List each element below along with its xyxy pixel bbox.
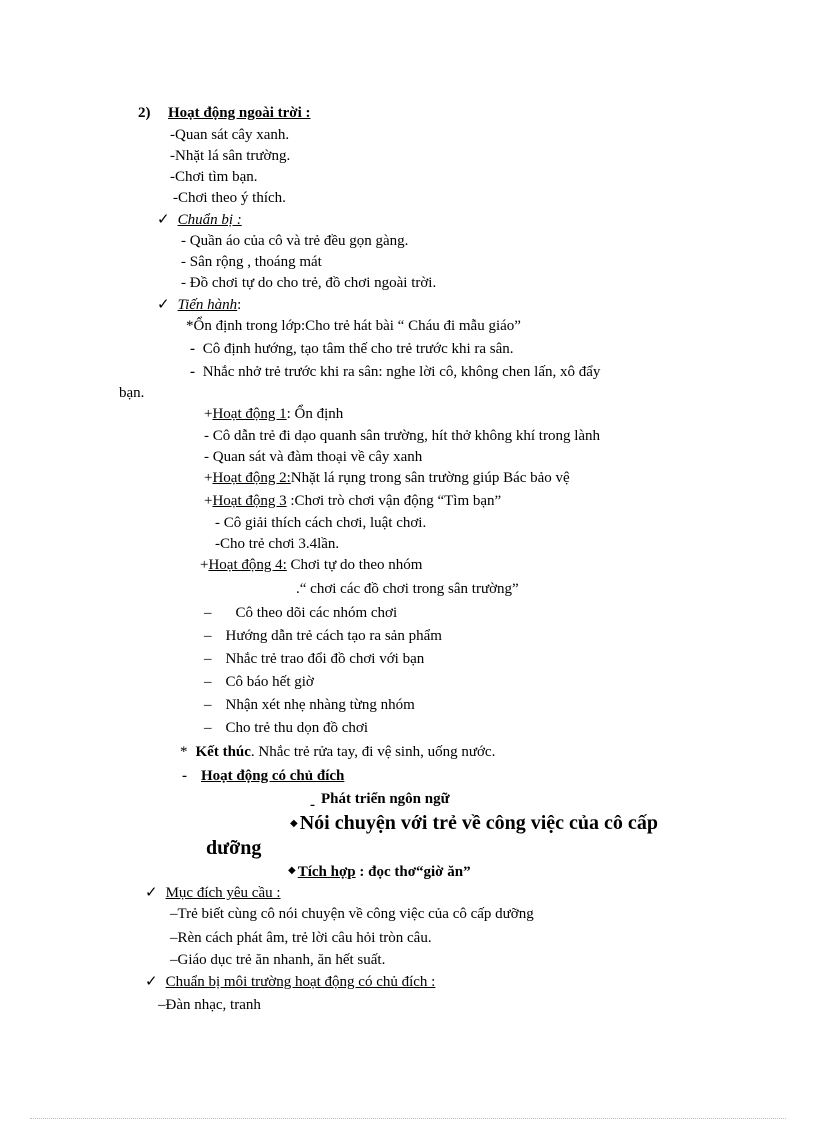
activity-1	[204, 405, 343, 423]
aim-item: –Giáo dục trẻ ăn nhanh, ăn hết suất.	[170, 952, 386, 968]
check-icon: ✓	[145, 972, 158, 990]
remind-continuation: bạn.	[119, 385, 145, 401]
activity-4-item-text: Nhắc trẻ trao đổi đồ chơi với bạn	[225, 651, 425, 667]
activity-3-step: - Cô giải thích cách chơi, luật chơi.	[215, 515, 427, 531]
check-icon: ✓	[157, 210, 170, 228]
ending-label: Kết thúc	[195, 744, 251, 760]
proc-label: Tiến hành	[177, 297, 238, 313]
plus-mark: +	[204, 406, 213, 422]
activity-4-item	[204, 650, 424, 668]
activity-4-item	[204, 627, 442, 645]
activity-2-text: Nhặt lá rụng trong sân trường giúp Bác bảo vệ	[290, 470, 570, 486]
proc-heading	[157, 295, 241, 314]
diamond-bullet-icon: ◆	[290, 818, 298, 829]
activity-2-label: Hoạt động 2:	[212, 470, 291, 486]
remind-line	[190, 363, 600, 381]
bullet-dash: –	[204, 628, 212, 644]
prep-heading	[157, 210, 242, 229]
star-mark: *	[180, 744, 188, 760]
focus-title: Hoạt động có chủ đích	[201, 768, 345, 784]
activity-4-item-text: Hướng dẫn trẻ cách tạo ra sản phẩm	[225, 628, 442, 644]
diamond-bullet-icon: ◆	[288, 865, 296, 876]
bullet-dash: –	[204, 651, 212, 667]
activity-item: -Chơi theo ý thích.	[173, 190, 286, 206]
plus-mark: +	[204, 493, 213, 509]
orient-text: Cô định hướng, tạo tâm thế cho trẻ trước khi ra sân.	[202, 341, 514, 357]
stabilize-line: *Ổn định trong lớp:Cho trẻ hát bài “ Cháu đi mẫu giáo”	[186, 318, 521, 334]
activity-1-step: - Cô dẫn trẻ đi dạo quanh sân trường, hít thở không khí trong lành	[204, 428, 601, 444]
activity-4-item	[204, 604, 397, 622]
check-icon: ✓	[157, 295, 170, 313]
activity-1-label: Hoạt động 1	[212, 406, 287, 422]
activity-4-item-text: Cô theo dõi các nhóm chơi	[235, 605, 398, 621]
proc-colon: :	[237, 297, 242, 313]
plus-mark: +	[200, 557, 209, 573]
page-footer-divider	[30, 1118, 786, 1119]
prep-label: Chuẩn bị :	[177, 212, 242, 228]
activity-4	[200, 556, 422, 574]
activity-item: -Quan sát cây xanh.	[170, 127, 290, 143]
subject-dash: -	[310, 797, 315, 813]
env-heading	[145, 972, 435, 991]
activity-4-item	[204, 696, 415, 714]
subject-text: Phát triển ngôn ngữ	[321, 791, 450, 807]
section-number: 2)	[138, 105, 151, 121]
focus-heading	[182, 767, 344, 785]
activity-3	[204, 492, 501, 510]
bullet-dash: –	[204, 674, 212, 690]
activity-4-text: Chơi tự do theo nhóm	[286, 557, 423, 573]
activity-4-item-text: Cho trẻ thu dọn đồ chơi	[225, 720, 368, 736]
prep-item: - Sân rộng , thoáng mát	[181, 254, 322, 270]
ending-text: . Nhắc trẻ rửa tay, đi vệ sinh, uống nước.	[250, 744, 496, 760]
prep-item: - Đồ chơi tự do cho trẻ, đồ chơi ngoài trời.	[181, 275, 437, 291]
activity-4-item-text: Cô báo hết giờ	[225, 674, 314, 690]
lesson-title-continuation: dưỡng	[206, 837, 262, 859]
aim-item: –Rèn cách phát âm, trẻ lời câu hỏi tròn câu.	[170, 930, 432, 946]
activity-4-item	[204, 673, 314, 691]
activity-3-label: Hoạt động 3	[212, 493, 287, 509]
aim-label: Mục đích yêu cầu :	[165, 885, 281, 901]
check-icon: ✓	[145, 883, 158, 901]
integration-label: Tích hợp	[297, 864, 356, 880]
orient-line	[190, 340, 514, 358]
section-title: Hoạt động ngoài trời :	[168, 105, 311, 121]
env-item: –Đàn nhạc, tranh	[158, 997, 261, 1013]
activity-3-text: :Chơi trò chơi vận động “Tìm bạn”	[286, 493, 502, 509]
activity-4-quote: .“ chơi các đồ chơi trong sân trường”	[296, 581, 519, 597]
aim-item: –Trẻ biết cùng cô nói chuyện về công việc của cô cấp dưỡng	[170, 906, 534, 922]
prep-item: - Quần áo của cô và trẻ đều gọn gàng.	[181, 233, 409, 249]
activity-4-item-text: Nhận xét nhẹ nhàng từng nhóm	[225, 697, 415, 713]
activity-4-label: Hoạt động 4:	[208, 557, 287, 573]
activity-item: -Nhặt lá sân trường.	[170, 148, 291, 164]
ending-line	[180, 743, 495, 761]
activity-2	[204, 469, 570, 487]
remind-text: Nhắc nhở trẻ trước khi ra sân: nghe lời cô, không chen lấn, xô đẩy	[202, 364, 601, 380]
bullet-dash: –	[204, 697, 212, 713]
env-label: Chuẩn bị môi trường hoạt động có chủ đích :	[165, 974, 436, 990]
integration-text: : đọc thơ“giờ ăn”	[355, 864, 471, 880]
integration-line	[288, 862, 471, 881]
plus-mark: +	[204, 470, 213, 486]
bullet-dash: -	[190, 341, 195, 357]
subject-line	[310, 790, 450, 813]
activity-4-item	[204, 719, 368, 737]
bullet-dash: –	[204, 605, 212, 621]
bullet-dash: –	[204, 720, 212, 736]
aim-heading	[145, 883, 281, 902]
bullet-dash: -	[182, 768, 187, 784]
activity-1-step: - Quan sát và đàm thoại về cây xanh	[204, 449, 423, 465]
bullet-dash: -	[190, 364, 195, 380]
activity-3-step: -Cho trẻ chơi 3.4lần.	[215, 536, 340, 552]
activity-item: -Chơi tìm bạn.	[170, 169, 258, 185]
lesson-title-text: Nói chuyện với trẻ về công việc của cô cấp	[299, 812, 658, 834]
lesson-title	[290, 811, 658, 836]
activity-1-text: : Ổn định	[286, 406, 344, 422]
